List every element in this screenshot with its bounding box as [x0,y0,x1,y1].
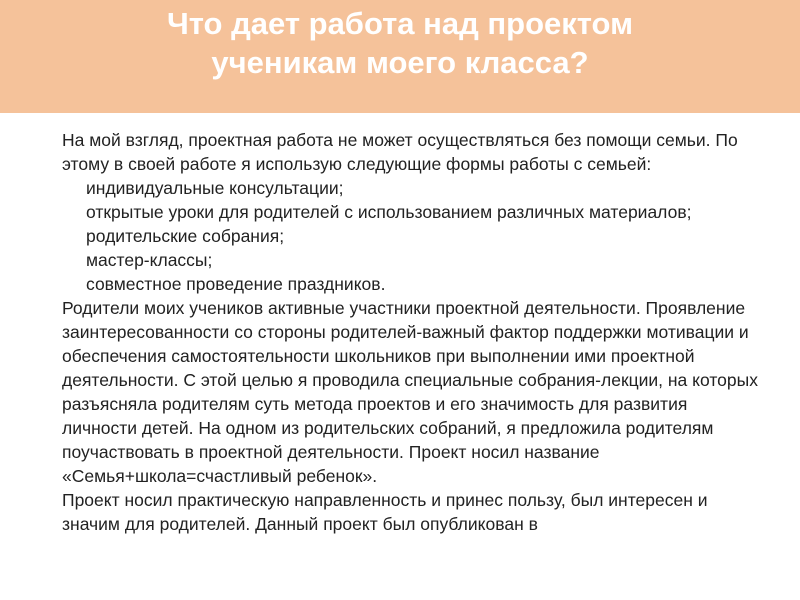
slide-body [62,128,762,536]
slide-title-line-1: Что дает работа над проектом [166,6,633,41]
list-item [62,272,762,296]
list-item-text: мастер-классы; [86,250,213,270]
list-item [62,248,762,272]
list-item [62,224,762,248]
list-item [62,176,762,200]
list-item-text: открытые уроки для родителей с использованием различных материалов; [86,202,692,222]
title-banner [0,0,800,113]
slide-title [0,4,800,82]
list-item-text: родительские собрания; [86,226,285,246]
work-forms-list [62,176,762,296]
intro-paragraph: На мой взгляд, проектная работа не может осуществляться без помощи семьи. По этому в своей работе я использую следующие формы работы с семьей: [62,130,738,174]
list-item [62,200,762,224]
list-item-text: индивидуальные консультации; [86,178,344,198]
project-paragraph: Проект носил практическую направленность и принес пользу, был интересен и значим для родителей. Данный проект был опубликован в [62,490,708,534]
slide-title-line-2: ученикам моего класса? [211,45,589,80]
parents-paragraph: Родители моих учеников активные участники проектной деятельности. Проявление заинтересованности со стороны родителей-важный фактор поддержки мотивации и обеспечения самостоятельности школьников при выполнении ими проектной деятельности. С этой целью я проводила специальные собрания-лекции, на которых разъясняла родителям суть метода проектов и его значимость для развития личности детей. На одном из родительских собраний, я предложила родителям поучаствовать в проектной деятельности. Проект носил название «Семья+школа=счастливый ребенок». [62,298,758,486]
list-item-text: совместное проведение праздников. [86,274,386,294]
